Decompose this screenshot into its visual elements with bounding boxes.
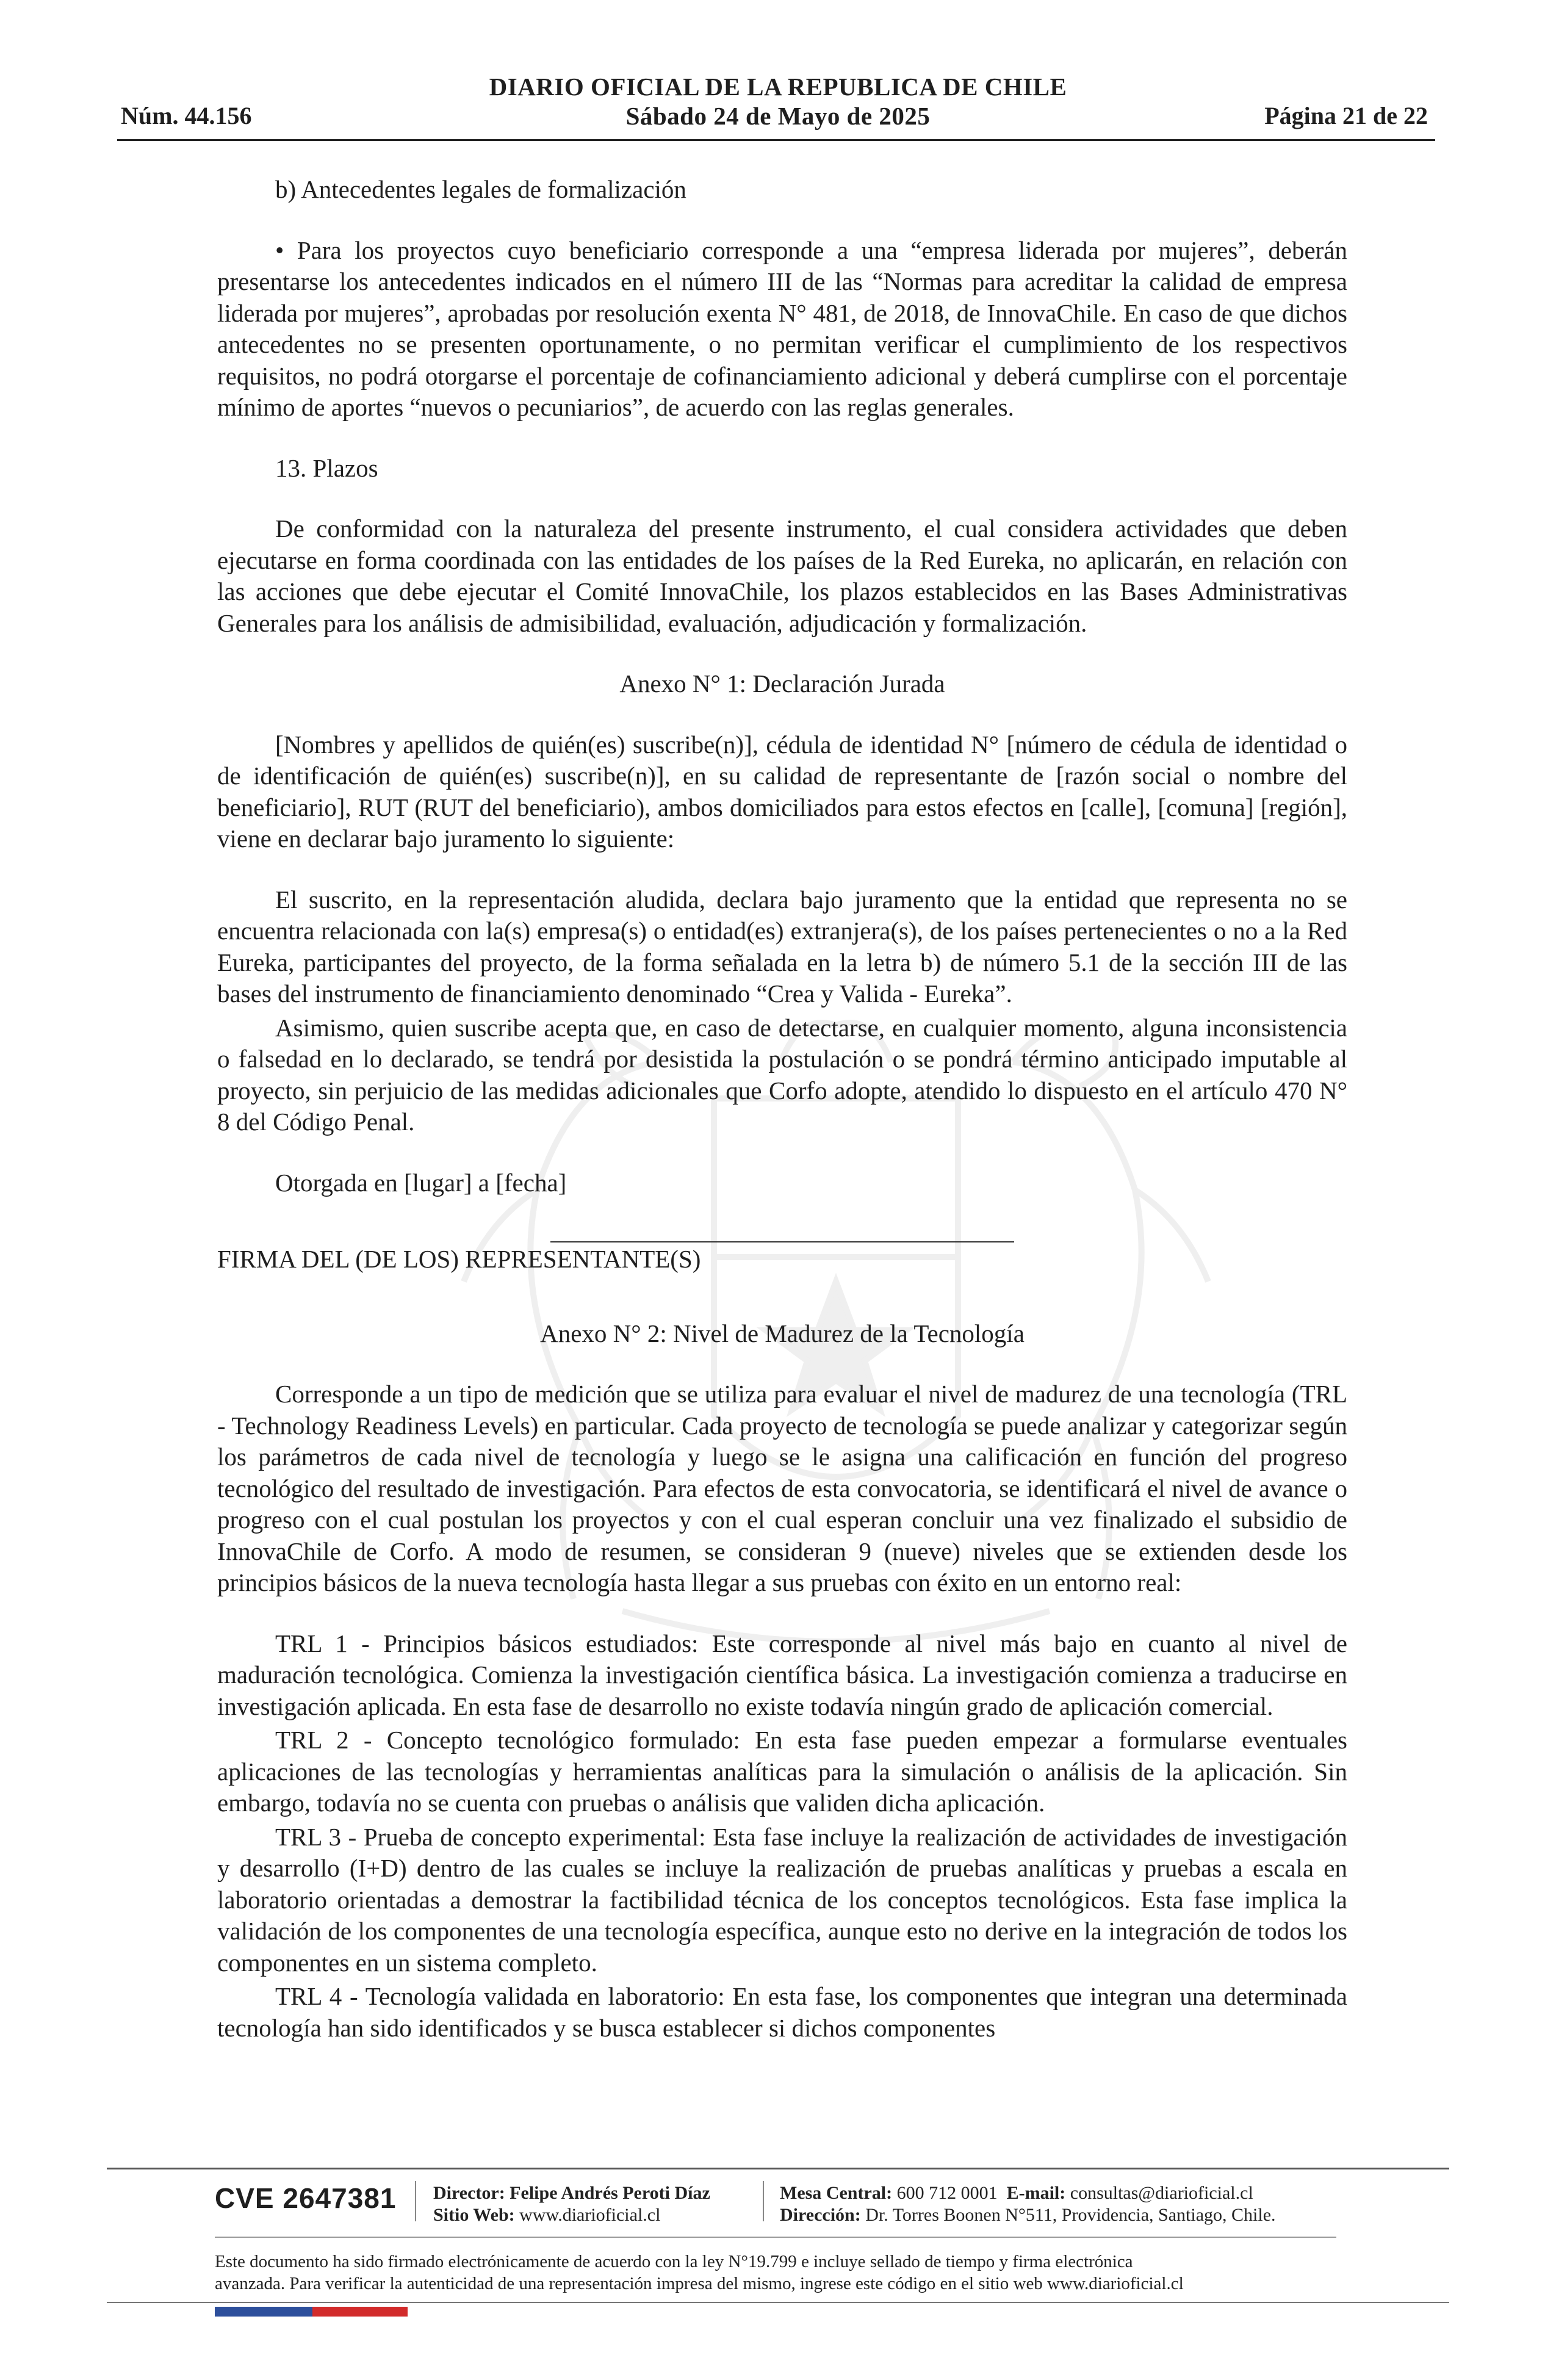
footer-bottom-divider [107, 2302, 1449, 2303]
address-value: Dr. Torres Boonen N°511, Providencia, Santiago, Chile. [865, 2205, 1276, 2225]
paragraph: El suscrito, en la representación aludida, declara bajo juramento que la entidad que representa no se encuentra relacionada con la(s) empresa(s) o entidad(es) extranjera(s), de los países pertenecientes o no a la Red Eureka, participantes del proyecto, de la forma señalada en la letra b) de número 5.1 de la sección III de las bases del instrumento de financiamiento denominado “Crea y Valida - Eureka”. [217, 885, 1347, 1008]
newspaper-title: DIARIO OFICIAL DE LA REPUBLICA DE CHILE [489, 73, 1067, 101]
email-label: E-mail: [1006, 2183, 1066, 2203]
paragraph: [Nombres y apellidos de quién(es) suscribe(n)], cédula de identidad N° [número de cédula de identidad o de identificación de quién(es) suscribe(n)], en su calidad de representante de [razón social o nombre del beneficiario], RUT (RUT del beneficiario), ambos domiciliados para estos efectos en [calle], [comuna] [región], viene en declarar bajo juramento lo siguiente: [217, 730, 1347, 853]
director-label: Director: [433, 2183, 505, 2203]
email-link[interactable]: consultas@diarioficial.cl [1070, 2183, 1253, 2203]
trl-item: TRL 1 - Principios básicos estudiados: Este corresponde al nivel más bajo en cuanto al nivel de maduración tecnológica. Comienza la investigación científica básica. La investigación comienza a traducirse en investigación aplicada. En esta fase de desarrollo no existe todavía ningún grado de aplicación comercial. [217, 1629, 1347, 1720]
section-heading: 13. Plazos [275, 453, 378, 482]
trl-item: TRL 2 - Concepto tecnológico formulado: En esta fase pueden empezar a formularse eventuales aplicaciones de las tecnologías y herramientas analíticas para la simulación o análisis de la aplicación. Sin embargo, todavía no se cuenta con pruebas o análisis que validen dicha aplicación. [217, 1726, 1347, 1817]
page-number: Página 21 de 22 [1264, 102, 1428, 129]
footer-separator [415, 2181, 416, 2221]
website-label: Sitio Web: [433, 2205, 515, 2225]
trl-item: TRL 3 - Prueba de concepto experimental: Esta fase incluye la realización de actividades de investigación y desarrollo (I+D) dentro de las cuales se incluye la realización de pruebas analíticas y pruebas a escala en laboratorio orientadas a demostrar la factibilidad técnica de los conceptos tecnológicos. Esta fase implica la validación de los componentes de una tecnología específica, aunque esto no derive en la integración de todos los componentes en un sistema completo. [217, 1822, 1347, 1977]
trl-item: TRL 4 - Tecnología validada en laboratorio: En esta fase, los componentes que integran una determinada tecnología han sido identificados y se busca establecer si dichos componentes [217, 1982, 1347, 2042]
annex-title: Anexo N° 2: Nivel de Madurez de la Tecnología [540, 1319, 1025, 1347]
flag-stripe-blue [215, 2307, 312, 2317]
legal-line: Este documento ha sido firmado electrónicamente de acuerdo con la ley N°19.799 e incluye sellado de tiempo y firma electrónica [215, 2252, 1133, 2271]
phone-value: 600 712 0001 [896, 2183, 998, 2203]
director-name: Felipe Andrés Peroti Díaz [510, 2183, 710, 2203]
annex-title: Anexo N° 1: Declaración Jurada [619, 669, 945, 698]
flag-stripe-red [312, 2307, 408, 2317]
footer-inner-divider [215, 2237, 1336, 2238]
paragraph: Otorgada en [lugar] a [fecha] [275, 1168, 567, 1197]
cve-code: CVE 2647381 [215, 2182, 397, 2214]
paragraph: • Para los proyectos cuyo beneficiario corresponde a una “empresa liderada por mujeres”, deberán presentarse los antecedentes indicados en el número III de las “Normas para acreditar la calidad de empresa liderada por mujeres”, aprobadas por resolución exenta N° 481, de 2018, de InnovaChile. En caso de que dichos antecedentes no se presenten oportunamente, o no permitan verificar el cumplimiento de los respectivos requisitos, no podrá otorgarse el porcentaje de cofinanciamiento adicional y deberá cumplirse con el porcentaje mínimo de aportes “nuevos o pecuniarios”, de acuerdo con las reglas generales. [217, 236, 1347, 421]
header-divider [117, 139, 1435, 141]
signature-label: FIRMA DEL (DE LOS) REPRESENTANTE(S) [217, 1245, 701, 1273]
section-heading: b) Antecedentes legales de formalización [275, 175, 686, 203]
footer-contact-block [780, 2182, 1276, 2226]
footer-separator [763, 2181, 764, 2221]
paragraph: De conformidad con la naturaleza del presente instrumento, el cual considera actividades que deben ejecutarse en forma coordinada con las entidades de los países de la Red Eureka, no aplicarán, en relación con las acciones que debe ejecutar el Comité InnovaChile, los plazos establecidos en las Bases Administrativas Generales para los análisis de admisibilidad, evaluación, adjudicación y formalización. [217, 514, 1347, 637]
footer-director-block [433, 2182, 710, 2226]
paragraph: Asimismo, quien suscribe acepta que, en caso de detectarse, en cualquier momento, alguna inconsistencia o falsedad en lo declarado, se tendrá por desistida la postulación o se pondrá término anticipado imputable al proyecto, sin perjuicio de las medidas adicionales que Corfo adopte, atendido lo dispuesto en el artículo 470 N° 8 del Código Penal. [217, 1013, 1347, 1136]
issue-number: Núm. 44.156 [121, 102, 252, 129]
footer-divider [107, 2168, 1449, 2169]
paragraph: Corresponde a un tipo de medición que se utiliza para evaluar el nivel de madurez de una tecnología (TRL - Technology Readiness Levels) en particular. Cada proyecto de tecnología se puede analizar y categorizar según los parámetros de cada nivel de tecnología y luego se le asigna una calificación en función del progreso tecnológico del resultado de investigación. Para efectos de esta convocatoria, se identificará el nivel de avance o progreso con el cual postulan los proyectos y con el cual esperan concluir una vez finalizado el subsidio de InnovaChile de Corfo. A modo de resumen, se consideran 9 (nueve) niveles que se extienden desde los principios básicos de la nueva tecnología hasta llegar a sus pruebas con éxito en un entorno real: [217, 1380, 1347, 1596]
legal-line: avanzada. Para verificar la autenticidad de una representación impresa del mismo, ingrese este código en el sitio web www.diarioficial.cl [215, 2274, 1184, 2293]
signature-line [550, 1241, 1014, 1242]
legal-notice [215, 2251, 1362, 2295]
document-body [217, 174, 1347, 2044]
issue-date: Sábado 24 de Mayo de 2025 [625, 102, 931, 130]
address-label: Dirección: [780, 2205, 861, 2225]
phone-label: Mesa Central: [780, 2183, 893, 2203]
website-link[interactable]: www.diarioficial.cl [519, 2205, 661, 2225]
